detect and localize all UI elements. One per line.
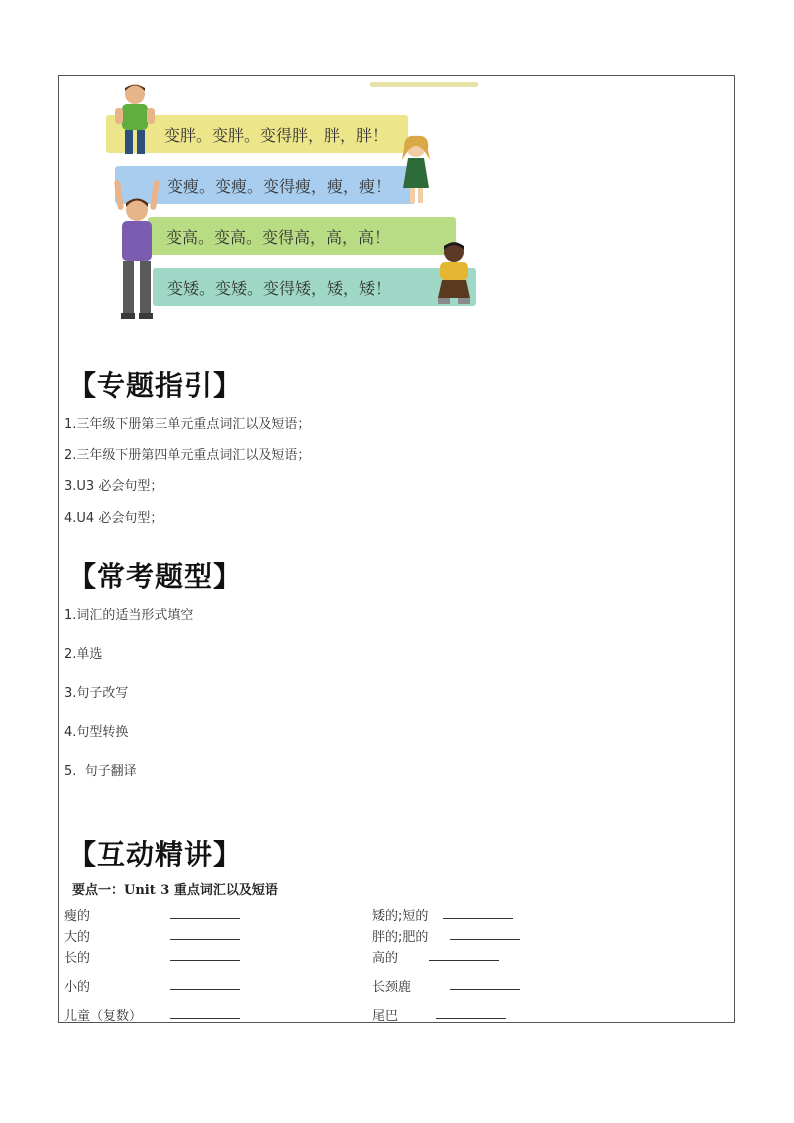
question-type-1: 1.词汇的适当形式填空 <box>64 608 194 623</box>
topic-item-3: 3.U3 必会句型； <box>64 479 164 494</box>
vocab-left-2: 大的 <box>64 930 91 945</box>
answer-blank-right-4[interactable] <box>450 989 520 990</box>
question-type-3: 3.句子改写 <box>64 686 129 701</box>
vocab-right-3: 高的 <box>372 951 399 966</box>
boy-crouching-image <box>434 240 474 306</box>
girl-green-dress-image <box>398 134 434 206</box>
section-title-topic-guide: 【专题指引】 <box>68 369 243 402</box>
chant-bar-4 <box>153 268 476 306</box>
chant-bar-3 <box>148 217 456 255</box>
chant-text-2: 变瘦。变瘦。变得瘦，瘦，瘦！ <box>167 176 392 196</box>
answer-blank-right-3[interactable] <box>429 960 499 961</box>
answer-blank-left-4[interactable] <box>170 989 240 990</box>
answer-blank-left-3[interactable] <box>170 960 240 961</box>
vocab-right-5: 尾巴 <box>372 1009 399 1024</box>
question-type-4: 4.句型转换 <box>64 725 129 740</box>
answer-blank-left-1[interactable] <box>170 918 240 919</box>
question-type-2: 2.单选 <box>64 647 103 662</box>
topic-item-1: 1.三年级下册第三单元重点词汇以及短语； <box>64 417 311 432</box>
illustration <box>100 82 478 320</box>
topic-item-2: 2.三年级下册第四单元重点词汇以及短语； <box>64 448 311 463</box>
vocab-right-4: 长颈鹿 <box>372 980 412 995</box>
question-type-5: 5. 句子翻译 <box>64 764 137 779</box>
decorative-strip <box>370 82 478 87</box>
vocab-left-3: 长的 <box>64 951 91 966</box>
keypoint-title: 要点一：Unit 3 重点词汇以及短语 <box>72 883 278 898</box>
section-title-question-types: 【常考题型】 <box>68 560 243 593</box>
answer-blank-right-2[interactable] <box>450 939 520 940</box>
vocab-right-2: 胖的;肥的 <box>372 930 429 945</box>
vocab-left-1: 瘦的 <box>64 909 91 924</box>
vocab-right-1: 矮的;短的 <box>372 909 429 924</box>
answer-blank-left-5[interactable] <box>170 1018 240 1019</box>
section-title-interactive-lecture: 【互动精讲】 <box>68 838 243 871</box>
chant-text-1: 变胖。变胖。变得胖，胖，胖！ <box>164 125 389 145</box>
vocab-left-4: 小的 <box>64 980 91 995</box>
answer-blank-right-5[interactable] <box>436 1018 506 1019</box>
chant-text-4: 变矮。变矮。变得矮，矮，矮！ <box>167 278 392 298</box>
boy-arms-up-image <box>112 180 162 320</box>
chant-text-3: 变高。变高。变得高，高，高！ <box>166 227 391 247</box>
vocab-left-5: 儿童（复数） <box>64 1009 143 1024</box>
answer-blank-left-2[interactable] <box>170 939 240 940</box>
boy-green-shirt-image <box>112 82 158 156</box>
topic-item-4: 4.U4 必会句型； <box>64 511 164 526</box>
answer-blank-right-1[interactable] <box>443 918 513 919</box>
